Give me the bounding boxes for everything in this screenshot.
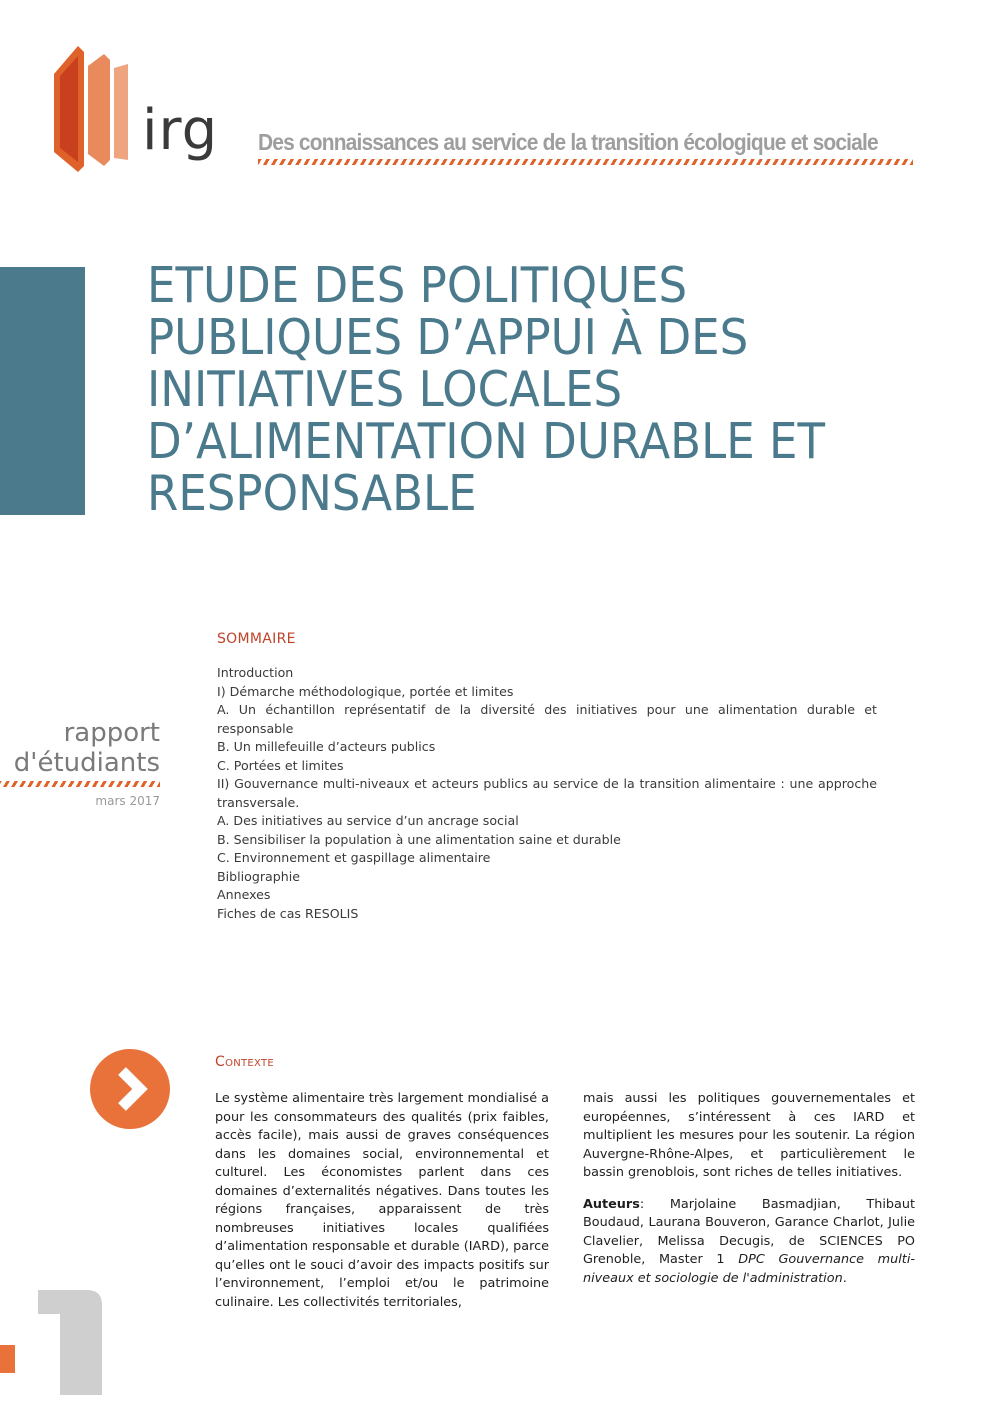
context-paragraph-2: mais aussi les politiques gouvernementales et européennes, s’intéressent à ces IARD et multiplient les mesures pour les soutenir. La région Auvergne-Rhône-Alpes, et particulièrement le bassin grenoblois, sont riches de telles initiatives. (583, 1091, 915, 1180)
authors-label: Auteurs (583, 1196, 640, 1212)
report-type-line2: d'étudiants (13, 748, 160, 778)
side-hatch-divider (0, 781, 160, 787)
context-heading: Contexte (215, 1054, 275, 1070)
report-type-label (14, 718, 160, 778)
summary-list (217, 664, 877, 923)
summary-item: Introduction (217, 665, 294, 680)
context-column-1 (215, 1090, 549, 1312)
summary-item: Bibliographie (217, 868, 300, 884)
summary-item: B. Sensibiliser la population à une alimentation saine et durable (217, 831, 621, 847)
chevron-right-icon (90, 1049, 170, 1129)
summary-item: A. Un échantillon représentatif de la diversité des initiatives pour une alimentation durable et responsable (217, 702, 877, 736)
authors-end: . (842, 1270, 847, 1286)
irg-logo-icon (50, 42, 140, 174)
summary-item: I) Démarche méthodologique, portée et limites (217, 683, 514, 699)
tagline: Des connaissances au service de la transition écologique et sociale (258, 129, 878, 155)
summary-item: C. Environnement et gaspillage alimentaire (217, 850, 491, 865)
summary-item: Annexes (217, 887, 271, 902)
authors-paragraph (583, 1196, 915, 1289)
logo-text: irg (142, 98, 219, 163)
authors-names: : Marjolaine Basmadjian, Thibaut Boudaud, Laurana Bouveron, Garance Charlot, Julie Clavelier, Melissa Decugis, de SCIENCES PO Grenoble, Master 1 (583, 1196, 915, 1267)
summary-item: A. Des initiatives au service d’un ancrage social (217, 813, 519, 828)
summary-item: Fiches de cas RESOLIS (217, 905, 359, 921)
context-paragraph-1: Le système alimentaire très largement mondialisé a pour les consommateurs des qualités (prix faibles, accès facile), mais aussi de graves conséquences dans les domaines social, environnemental et culturel. Les économistes parlent dans ces domaines d’externalités négatives. Dans toutes les régions françaises, apparaissent de très nombreuses initiatives locales qualifiées d’alimentation responsable et durable (IARD), parce qu’elles ont le souci d’avoir des impacts positifs sur l’environnement, l’emploi et/ou le patrimoine culinaire. Les collectivités territoriales, (215, 1091, 549, 1310)
title-accent-bar (0, 267, 85, 515)
summary-item: B. Un millefeuille d’acteurs publics (217, 739, 436, 754)
page-title: ETUDE DES POLITIQUES PUBLIQUES D’APPUI À DES INITIATIVES LOCALES D’ALIMENTATION DURABLE ET RESPONSABLE (147, 257, 826, 522)
summary-item: C. Portées et limites (217, 757, 344, 773)
authors-program: DPC Gouvernance multi-niveaux et sociologie de l'administration (583, 1252, 915, 1286)
tagline-hatch-divider (258, 159, 913, 165)
summary-item: II) Gouvernance multi-niveaux et acteurs publics au service de la transition alimentaire : une approche transversale. (217, 776, 877, 810)
svg-text:1: 1 (80, 1360, 81, 1361)
summary-heading: SOMMAIRE (217, 631, 296, 647)
page-number (32, 1290, 102, 1395)
report-date: mars 2017 (95, 794, 160, 808)
page-number-accent (0, 1345, 15, 1373)
report-type-line1: rapport (63, 718, 160, 748)
context-column-2 (583, 1090, 915, 1301)
